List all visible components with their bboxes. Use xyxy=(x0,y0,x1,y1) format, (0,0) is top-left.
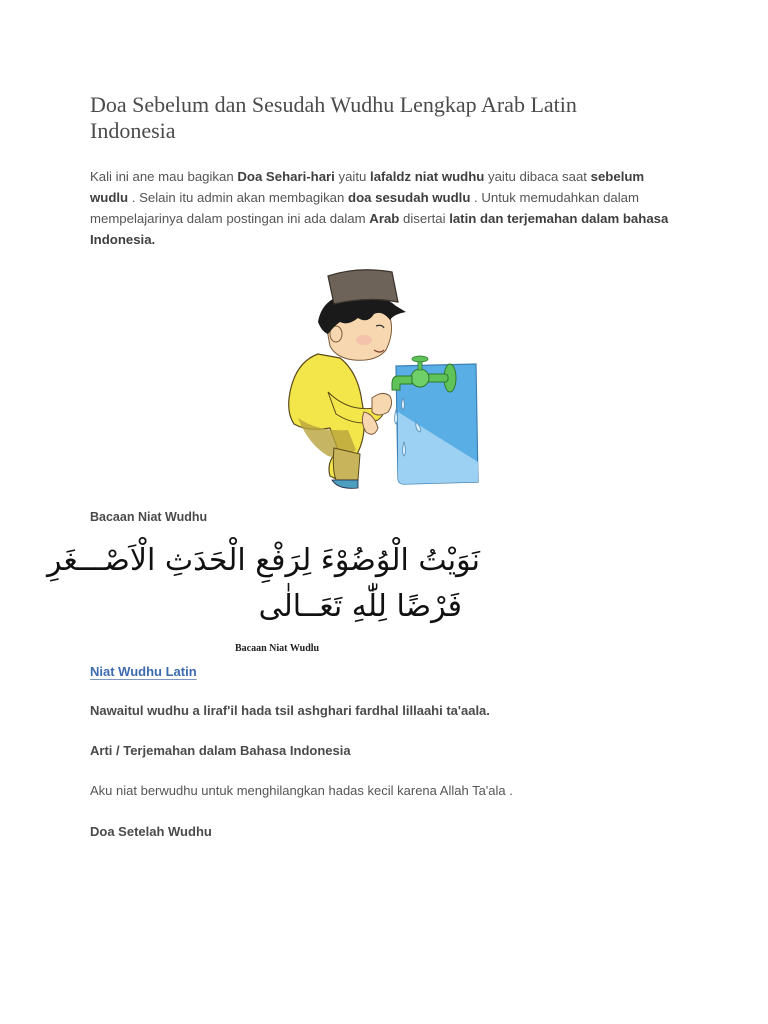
intro-bold-latin: latin dan terjemahan dalam bahasa Indonesia. xyxy=(90,211,669,247)
arabic-niat-text xyxy=(47,538,480,638)
intro-text: disertai xyxy=(399,211,450,226)
wudhu-illustration xyxy=(278,262,488,490)
arabic-line-2-wrapper xyxy=(90,584,480,630)
intro-text: . Untuk memudahkan dalam mempelajarinya dalam postingan ini ada dalam xyxy=(90,190,639,226)
latin-transliteration: Nawaitul wudhu a liraf'il hada tsil ashghari fardhal lillaahi ta'aala. xyxy=(90,703,490,718)
intro-bold-lafaldz: lafaldz niat wudhu xyxy=(370,169,485,184)
boy-figure-icon xyxy=(289,270,406,489)
intro-text: yaitu dibaca saat xyxy=(484,169,591,184)
intro-bold-doa-sehari-hari: Doa Sehari-hari xyxy=(237,169,335,184)
intro-text: . Selain itu admin akan membagikan xyxy=(128,190,349,205)
doa-setelah-wudhu-heading: Doa Setelah Wudhu xyxy=(90,824,212,839)
intro-bold-doa-sesudah: doa sesudah wudlu xyxy=(348,190,471,205)
arabic-line-1: نَوَيْتُ الْوُضُوْءَ لِرَفْعِ الْحَدَثِ الْاَصْـــغَرِ xyxy=(47,543,480,578)
arabic-line-2: فَرْضًا لِلّٰهِ تَعَــالٰى xyxy=(258,589,462,624)
translation-heading: Arti / Terjemahan dalam Bahasa Indonesia xyxy=(90,743,351,758)
niat-wudhu-latin-link[interactable]: Niat Wudhu Latin xyxy=(90,664,197,679)
translation-text: Aku niat berwudhu untuk menghilangkan hadas kecil karena Allah Ta'ala . xyxy=(90,783,513,798)
intro-text: yaitu xyxy=(334,169,371,184)
arabic-caption: Bacaan Niat Wudlu xyxy=(235,643,320,654)
intro-paragraph xyxy=(90,166,680,250)
intro-bold-sebelum-wudlu: sebelum wudlu xyxy=(90,169,645,205)
intro-text: Kali ini ane mau bagikan xyxy=(90,169,238,184)
intro-bold-arab: Arab xyxy=(369,211,400,226)
page-title: Doa Sebelum dan Sesudah Wudhu Lengkap Arab Latin Indonesia xyxy=(90,92,577,143)
niat-wudhu-heading: Bacaan Niat Wudhu xyxy=(90,510,208,524)
